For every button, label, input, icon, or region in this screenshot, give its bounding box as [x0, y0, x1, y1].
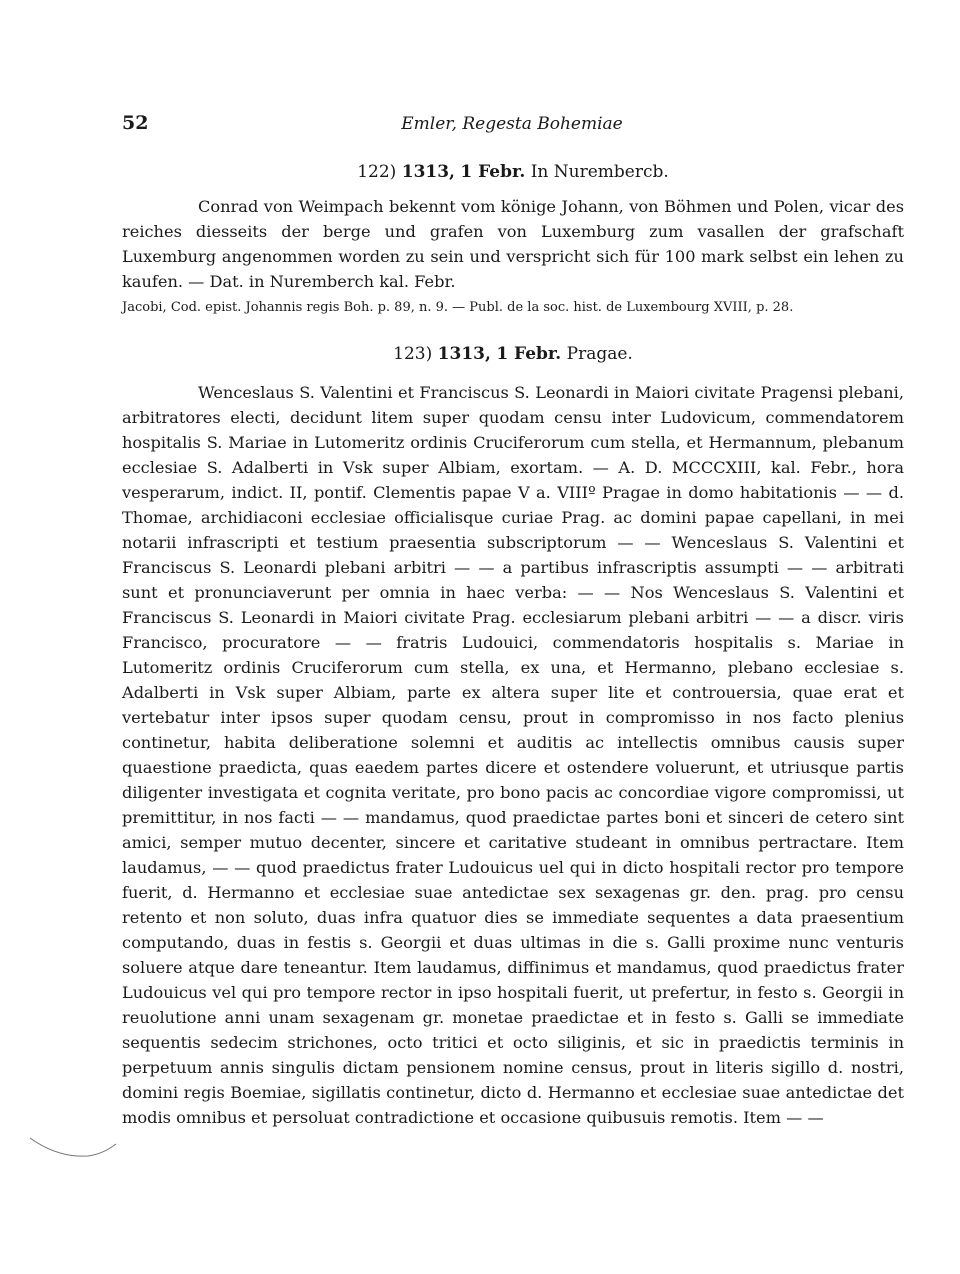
- running-title: Emler, Regesta Bohemiae: [401, 114, 623, 134]
- regest-entry: [122, 158, 904, 318]
- entry-place: In Nurembercb.: [530, 162, 669, 182]
- scan-pencil-mark: [28, 1118, 118, 1168]
- entry-heading: [122, 158, 904, 186]
- page-content: [122, 158, 904, 1130]
- page-number: 52: [122, 112, 149, 134]
- regest-entry: [122, 340, 904, 1130]
- entry-place: Pragae.: [566, 344, 633, 364]
- entry-number: 122): [357, 162, 397, 182]
- entry-date: 1 Febr.: [496, 344, 562, 364]
- entry-body: Wenceslaus S. Valentini et Franciscus S. Leonardi in Maiori civitate Pragensi plebani, arbitratores electi, decidunt litem super quodam censu inter Ludovicum, commendatorem hospitalis S. Mariae in Lutomeritz ordinis Cruciferorum cum stella, et Hermannum, plebanum ecclesiae S. Adalberti in Vsk super Albiam, exortam. — A. D. MCCCXIII, kal. Febr., hora vesperarum, indict. II, pontif. Clementis papae V a. VIIIº Pragae in domo habitationis — — d. Thomae, archidiaconi ecclesiae officialisque curiae Prag. ac domini papae capellani, in mei notarii infrascripti et testium praesentia subscriptorum — — Wenceslaus S. Valentini et Franciscus S. Leonardi plebani arbitri — — a partibus infrascriptis assumpti — — arbitrati sunt et pronunciaverunt per omnia in haec verba: — — Nos Wenceslaus S. Valentini et Franciscus S. Leonardi in Maiori civitate Prag. ecclesiarum plebani arbitri — — a discr. viris Francisco, procuratore — — fratris Ludouici, commendatoris hospitalis s. Mariae in Lutomeritz ordinis Cruciferorum cum stella, ex una, et Hermanno, plebano ecclesiae s. Adalberti in Vsk super Albiam, parte ex altera super lite et controuersia, quae erat et vertebatur inter ipsos super quodam censu, prout in compromisso in nos facto plenius continetur, habita deliberatione solemni et auditis ac intellectis omnibus causis super quaestione praedicta, quas eaedem partes dicere et ostendere voluerunt, et utriusque partis diligenter investigata et cognita veritate, pro bono pacis ac concordiae vigore compromissi, ut premittitur, in nos facti — — mandamus, quod praedictae partes boni et sinceri de cetero sint amici, semper mutuo decenter, sincere et caritative studeant in omnibus pertractare. Item laudamus, — — quod praedictus frater Ludouicus uel qui in dicto hospitali rector pro tempore fuerit, d. Hermanno et ecclesiae suae antedictae sex sexagenas gr. den. prag. pro censu retento et non soluto, duas infra quatuor dies se immediate sequentes a data praesentium computando, duas in festis s. Georgii et duas ultimas in die s. Galli proxime nunc venturis soluere atque dare teneantur. Item laudamus, diffinimus et mandamus, quod praedictus frater Ludouicus vel qui pro tempore rector in ipso hospitali fuerit, ut prefertur, in festo s. Georgii in reuolutione anni unam sexagenam gr. monetae praedictae et in festo s. Galli se immediate sequentis sedecim strichones, octo tritici et octo siliginis, et sic in praedictis terminis in perpetuum annis singulis dictam pensionem nomine census, prout in literis sigillo d. nostri, domini regis Boemiae, sigillatis continetur, dicto d. Hermanno et ecclesiae suae antedictae det modis omnibus et persoluat contradictione et occasione quibusuis remotis. Item — —: [122, 383, 904, 1127]
- entry-body: Conrad von Weimpach bekennt vom könige Johann, von Böhmen und Polen, vicar des reiches diesseits der berge und grafen von Luxemburg zum vasallen der grafschaft Luxemburg angenommen worden zu sein und verspricht sich für 100 mark selbst ein lehen zu kaufen. — Dat. in Nuremberch kal. Febr.: [122, 197, 904, 291]
- entry-year: 1313,: [437, 344, 491, 364]
- entry-number: 123): [393, 344, 433, 364]
- page-header: [122, 112, 902, 142]
- entry-year: 1313,: [401, 162, 455, 182]
- entry-source: Jacobi, Cod. epist. Johannis regis Boh. p. 89, n. 9. — Publ. de la soc. hist. de Luxembourg XVIII, p. 28.: [122, 300, 794, 315]
- entry-heading: [122, 340, 904, 368]
- entry-date: 1 Febr.: [460, 162, 526, 182]
